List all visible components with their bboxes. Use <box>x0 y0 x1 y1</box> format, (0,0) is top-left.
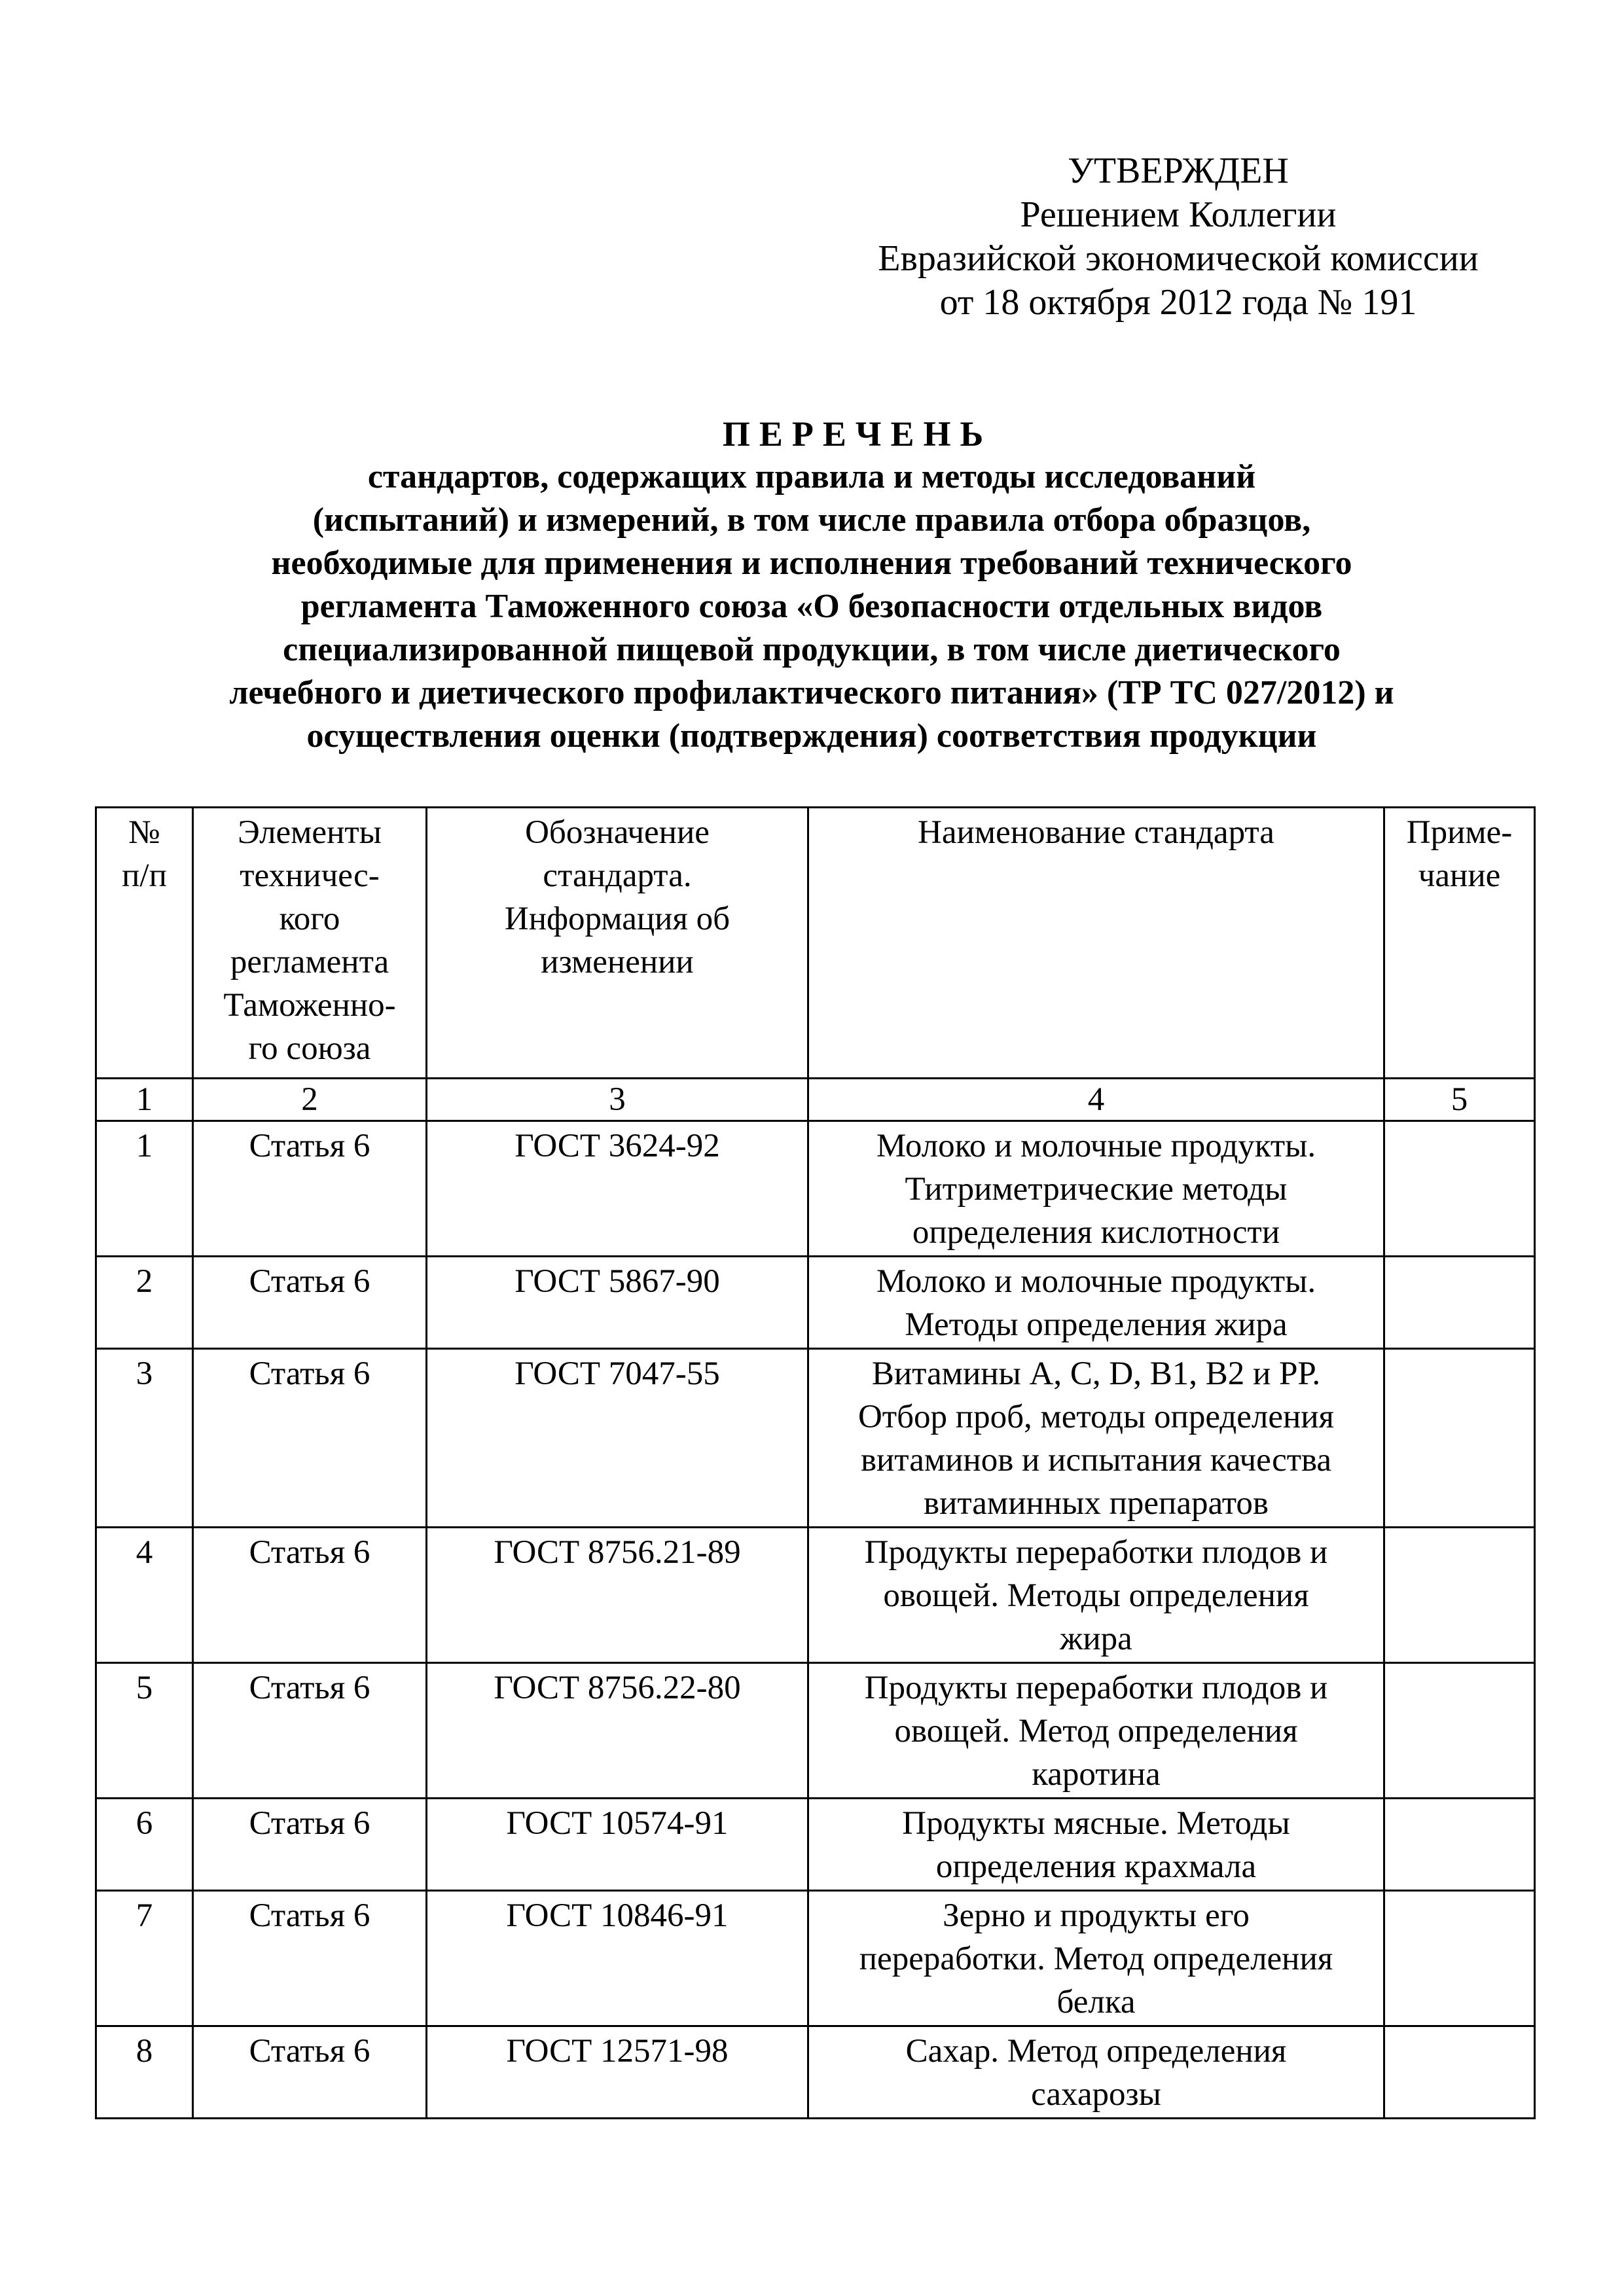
title-line: (испытаний) и измерений, в том числе правила отбора образцов, <box>312 501 1311 539</box>
row-note <box>1384 2026 1535 2119</box>
table-row <box>96 2026 1535 2119</box>
row-number: 7 <box>96 1891 193 2026</box>
title-line: осуществления оценки (подтверждения) соответствия продукции <box>306 717 1317 755</box>
row-note <box>1384 1663 1535 1799</box>
table-header-row <box>96 808 1535 1079</box>
row-number: 5 <box>96 1663 193 1799</box>
header-number: № п/п <box>96 808 193 1079</box>
title-line: стандартов, содержащих правила и методы исследований <box>367 458 1256 495</box>
table-row <box>96 1257 1535 1349</box>
approval-stamp <box>838 149 1519 325</box>
row-standard-name: Молоко и молочные продукты. Титриметрические методы определения кислотности <box>808 1121 1384 1257</box>
row-element: Статья 6 <box>193 1349 427 1528</box>
row-designation: ГОСТ 5867-90 <box>427 1257 808 1349</box>
row-standard-name: Сахар. Метод определения сахарозы <box>808 2026 1384 2119</box>
row-standard-name: Зерно и продукты его переработки. Метод определения белка <box>808 1891 1384 2026</box>
title-line: специализированной пищевой продукции, в том числе диетического <box>283 631 1341 668</box>
row-note <box>1384 1528 1535 1663</box>
row-standard-name: Продукты мясные. Методы определения крахмала <box>808 1799 1384 1891</box>
table-row <box>96 1121 1535 1257</box>
column-number: 1 <box>96 1079 193 1121</box>
column-number: 2 <box>193 1079 427 1121</box>
title-line: лечебного и диетического профилактического питания» (ТР ТС 027/2012) и <box>229 674 1394 711</box>
title-line: необходимые для применения и исполнения требований технического <box>271 545 1352 582</box>
table-row <box>96 1891 1535 2026</box>
row-number: 4 <box>96 1528 193 1663</box>
column-number: 5 <box>1384 1079 1535 1121</box>
row-number: 6 <box>96 1799 193 1891</box>
row-note <box>1384 1349 1535 1528</box>
row-element: Статья 6 <box>193 1257 427 1349</box>
row-element: Статья 6 <box>193 1663 427 1799</box>
table-row <box>96 1528 1535 1663</box>
column-number-row <box>96 1079 1535 1121</box>
document-title <box>151 412 1473 758</box>
row-designation: ГОСТ 10846-91 <box>427 1891 808 2026</box>
row-designation: ГОСТ 3624-92 <box>427 1121 808 1257</box>
column-number: 4 <box>808 1079 1384 1121</box>
row-designation: ГОСТ 12571-98 <box>427 2026 808 2119</box>
row-note <box>1384 1799 1535 1891</box>
row-designation: ГОСТ 8756.22-80 <box>427 1663 808 1799</box>
row-element: Статья 6 <box>193 1121 427 1257</box>
row-designation: ГОСТ 8756.21-89 <box>427 1528 808 1663</box>
row-number: 3 <box>96 1349 193 1528</box>
header-element: Элементы техничес- кого регламента Таможенно- го союза <box>193 808 427 1079</box>
title-line: регламента Таможенного союза «О безопасности отдельных видов <box>300 588 1323 625</box>
row-note <box>1384 1121 1535 1257</box>
title-subtitle <box>151 456 1473 758</box>
approval-line-commission: Евразийской экономической комиссии <box>878 238 1479 279</box>
row-standard-name: Продукты переработки плодов и овощей. Метод определения каротина <box>808 1663 1384 1799</box>
header-note: Приме- чание <box>1384 808 1535 1079</box>
table-row <box>96 1799 1535 1891</box>
row-number: 1 <box>96 1121 193 1257</box>
row-element: Статья 6 <box>193 1799 427 1891</box>
title-heading: ПЕРЕЧЕНЬ <box>722 414 993 454</box>
header-designation: Обозначение стандарта. Информация об изменении <box>427 808 808 1079</box>
standards-table <box>95 806 1536 2119</box>
row-element: Статья 6 <box>193 1891 427 2026</box>
table-row <box>96 1663 1535 1799</box>
row-standard-name: Продукты переработки плодов и овощей. Методы определения жира <box>808 1528 1384 1663</box>
row-number: 8 <box>96 2026 193 2119</box>
row-note <box>1384 1891 1535 2026</box>
column-number: 3 <box>427 1079 808 1121</box>
row-number: 2 <box>96 1257 193 1349</box>
row-element: Статья 6 <box>193 1528 427 1663</box>
approval-line-approved: УТВЕРЖДЕН <box>1068 151 1289 191</box>
row-designation: ГОСТ 10574-91 <box>427 1799 808 1891</box>
row-standard-name: Витамины А, С, D, В1, В2 и РР. Отбор проб, методы определения витаминов и испытания качества витаминных препаратов <box>808 1349 1384 1528</box>
row-note <box>1384 1257 1535 1349</box>
row-standard-name: Молоко и молочные продукты. Методы определения жира <box>808 1257 1384 1349</box>
approval-line-date: от 18 октября 2012 года № 191 <box>939 282 1417 323</box>
approval-line-decision: Решением Коллегии <box>1020 194 1337 235</box>
header-standard-name: Наименование стандарта <box>808 808 1384 1079</box>
row-designation: ГОСТ 7047-55 <box>427 1349 808 1528</box>
table-row <box>96 1349 1535 1528</box>
row-element: Статья 6 <box>193 2026 427 2119</box>
